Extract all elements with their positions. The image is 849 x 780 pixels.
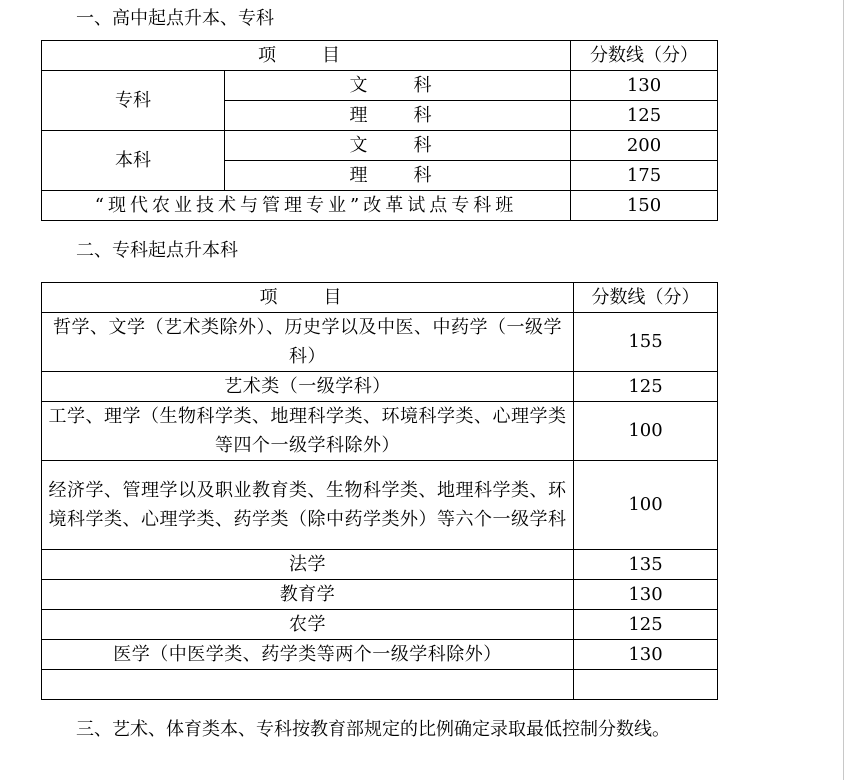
subject-cell: 经济学、管理学以及职业教育类、生物科学类、地理科学类、环境科学类、心理学类、药学类（除中药学类外）等六个一级学科 [42, 461, 574, 550]
score-cell: 155 [574, 313, 718, 372]
junior-college-score-table [41, 282, 718, 700]
score-cell: 135 [574, 550, 718, 580]
section2-heading: 二、专科起点升本科 [76, 240, 238, 261]
table-row [42, 372, 718, 402]
score-cell: 200 [571, 131, 718, 161]
score-cell: 130 [574, 640, 718, 670]
high-school-score-table [41, 40, 718, 221]
table-header-row [42, 283, 718, 313]
subject-cell: 法学 [42, 550, 574, 580]
score-cell: 130 [574, 580, 718, 610]
track-cell: 理 科 [225, 161, 571, 191]
track-cell: 文 科 [225, 131, 571, 161]
table-header-row [42, 41, 718, 71]
section1-heading: 一、高中起点升本、专科 [76, 8, 274, 29]
table-row [42, 550, 718, 580]
special-class-cell: “现代农业技术与管理专业”改革试点专科班 [42, 191, 571, 221]
score-cell: 100 [574, 461, 718, 550]
table-row [42, 191, 718, 221]
header-score: 分数线（分） [571, 41, 718, 71]
header-item: 项 目 [42, 41, 571, 71]
score-cell: 175 [571, 161, 718, 191]
empty-table-row [42, 670, 718, 700]
section3-text: 三、艺术、体育类本、专科按教育部规定的比例确定录取最低控制分数线。 [76, 719, 670, 740]
table-row [42, 131, 718, 161]
table-row [42, 640, 718, 670]
subject-cell: 哲学、文学（艺术类除外）、历史学以及中医、中药学（一级学科） [42, 313, 574, 372]
subject-cell: 艺术类（一级学科） [42, 372, 574, 402]
subject-cell: 教育学 [42, 580, 574, 610]
table-row [42, 461, 718, 550]
level-cell: 本科 [42, 131, 225, 191]
table-row [42, 580, 718, 610]
level-cell: 专科 [42, 71, 225, 131]
subject-cell [42, 670, 574, 700]
score-cell [574, 670, 718, 700]
score-cell: 125 [571, 101, 718, 131]
header-item: 项 目 [42, 283, 574, 313]
subject-cell: 农学 [42, 610, 574, 640]
page-edge-divider [843, 0, 844, 780]
score-cell: 150 [571, 191, 718, 221]
score-cell: 100 [574, 402, 718, 461]
table-row [42, 402, 718, 461]
table-row [42, 313, 718, 372]
score-cell: 130 [571, 71, 718, 101]
track-cell: 文 科 [225, 71, 571, 101]
track-cell: 理 科 [225, 101, 571, 131]
subject-cell: 工学、理学（生物科学类、地理科学类、环境科学类、心理学类等四个一级学科除外） [42, 402, 574, 461]
score-cell: 125 [574, 372, 718, 402]
table-row [42, 71, 718, 101]
score-cell: 125 [574, 610, 718, 640]
table-row [42, 610, 718, 640]
header-score: 分数线（分） [574, 283, 718, 313]
subject-cell: 医学（中医学类、药学类等两个一级学科除外） [42, 640, 574, 670]
